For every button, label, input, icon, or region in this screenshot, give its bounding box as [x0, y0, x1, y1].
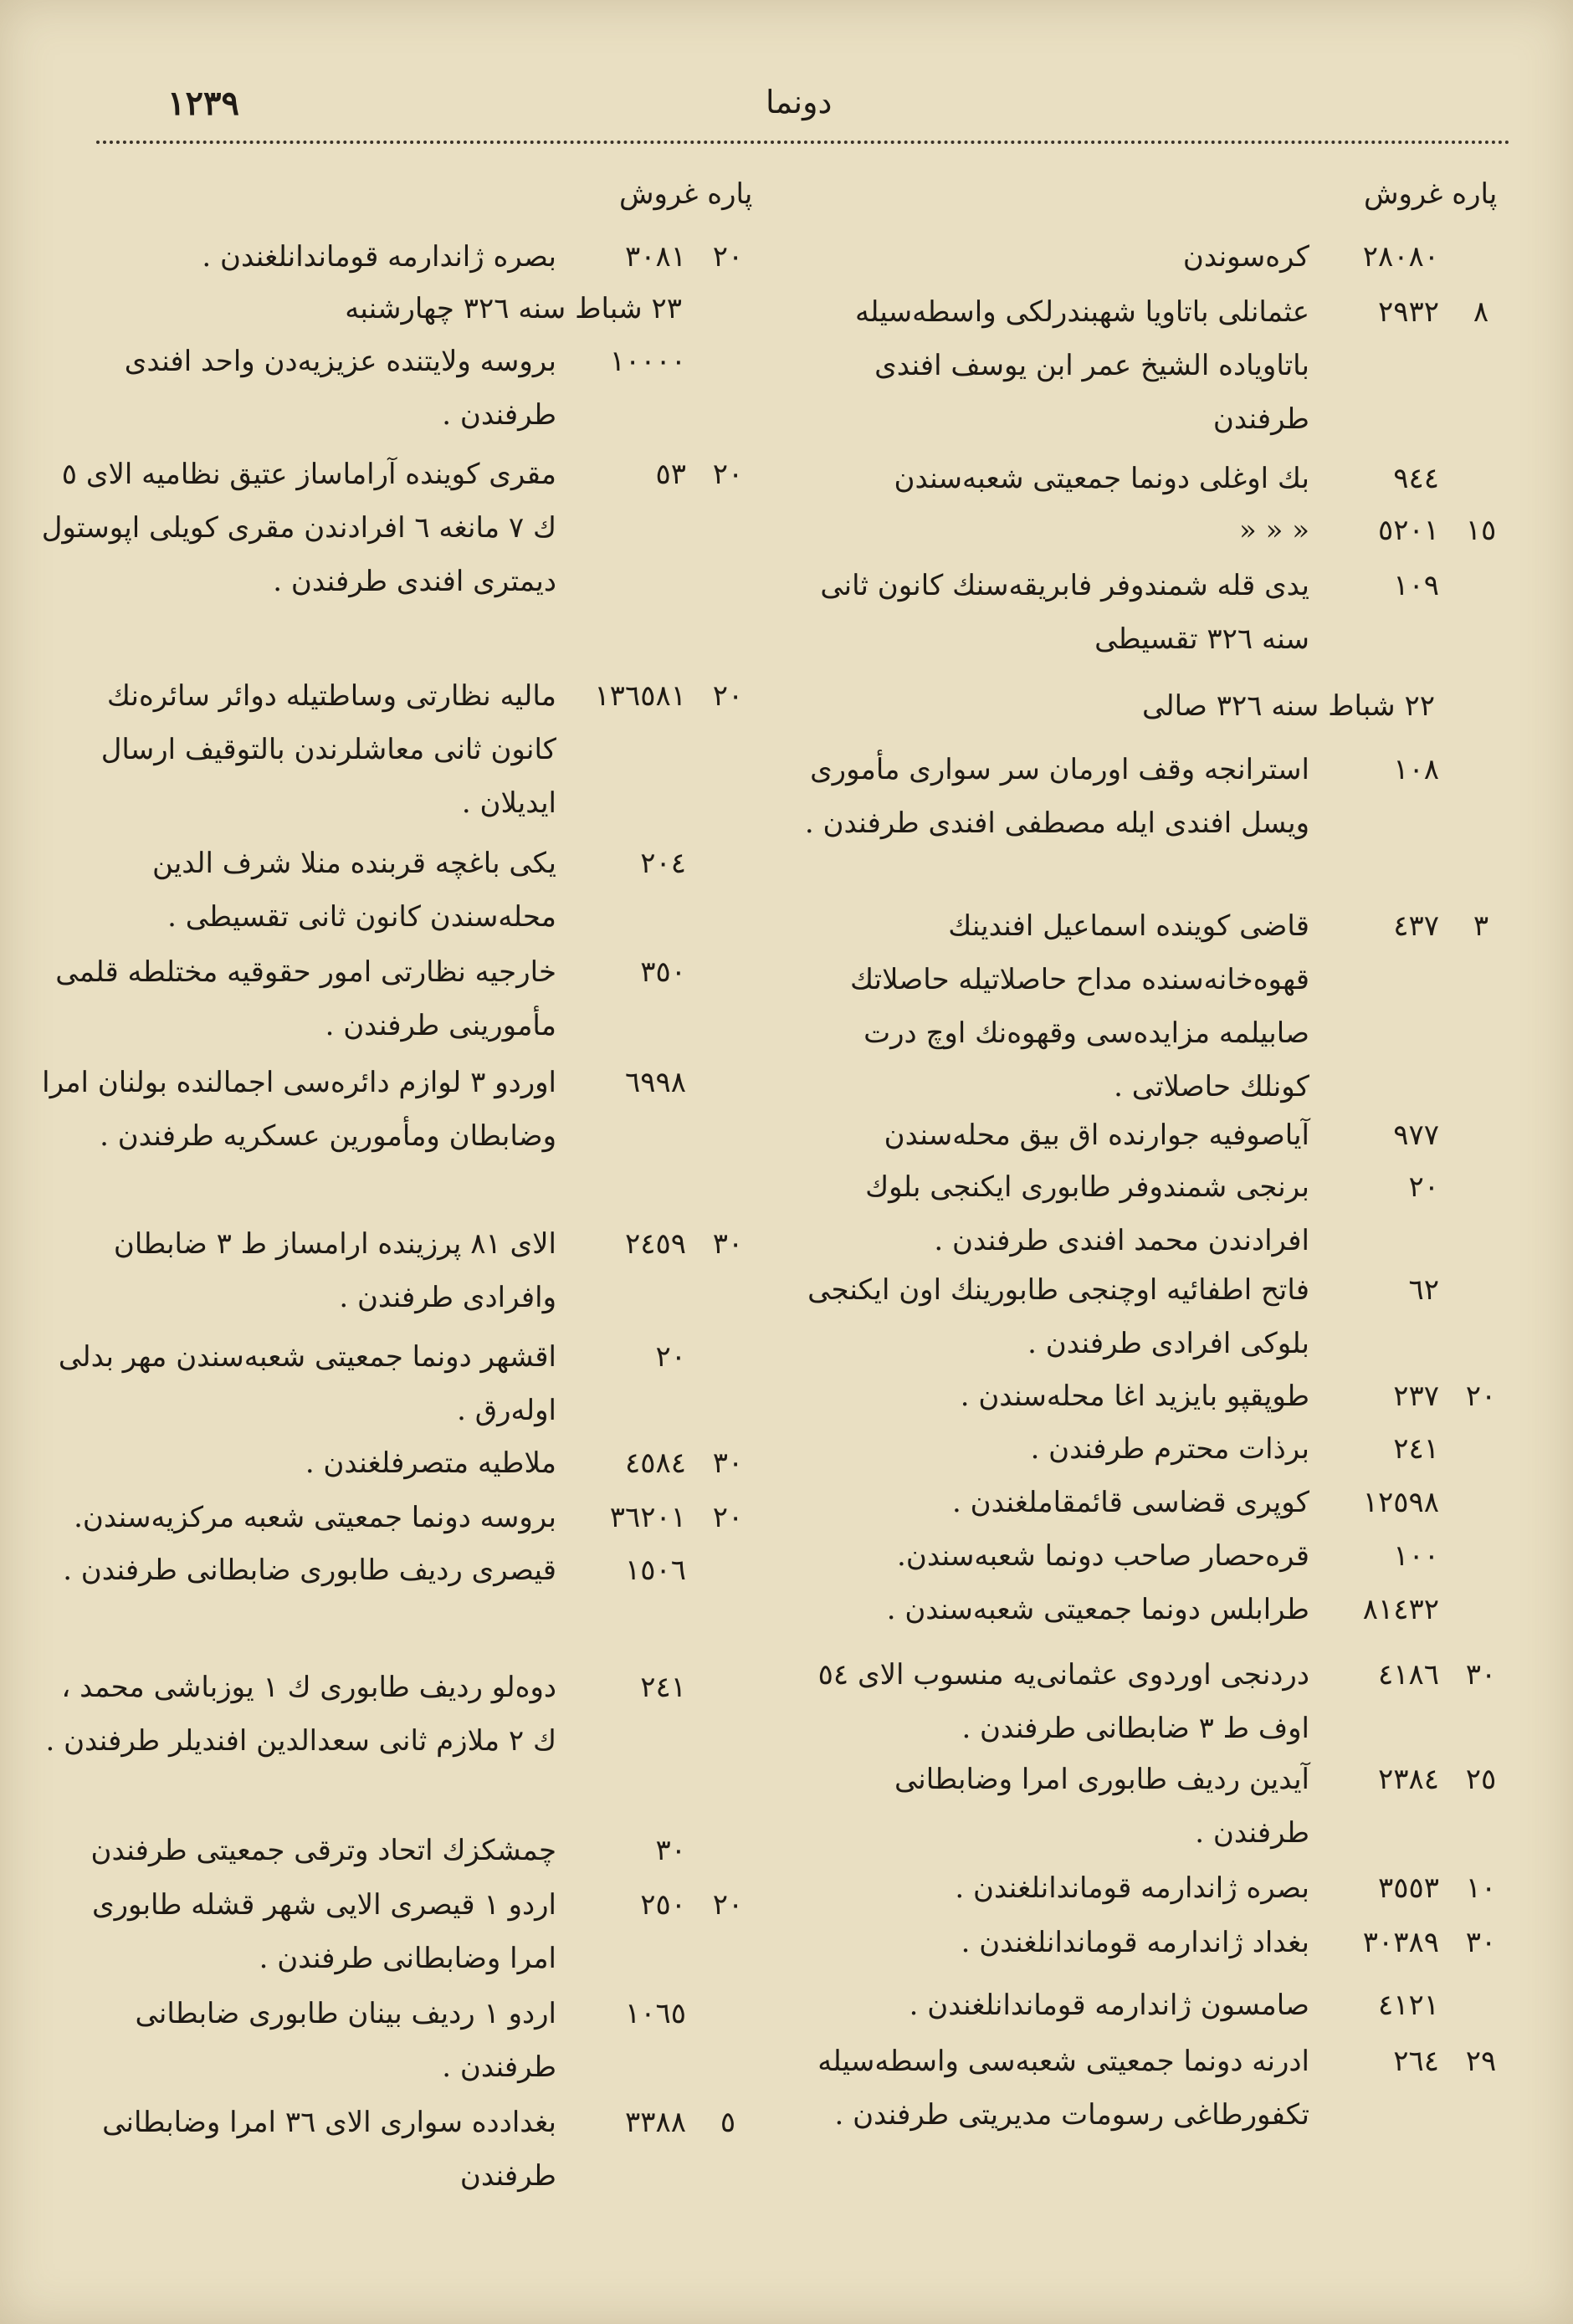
entry-description: اردو ١ رديف بينان طابورى ضابطانى طرفندن .	[135, 1997, 556, 2084]
header-rule	[96, 141, 1510, 144]
gurus-amount: ٢٩٣٢	[1377, 295, 1439, 329]
para-amount: ١٥	[1465, 514, 1497, 547]
running-title: دونما	[766, 84, 833, 120]
gurus-amount: ٢٤١	[640, 1671, 686, 1704]
para-amount: ٣	[1473, 909, 1489, 943]
entry-description: برذات محترم طرفندن .	[1030, 1432, 1309, 1466]
gurus-amount: ٣٦٢٠١	[609, 1501, 686, 1534]
entry-description: يكى باغچه قربنده منلا شرف الدين محله‌سندن كانون ثانى تقسيطى .	[151, 847, 556, 934]
entry-description: الاى ٨١ پرزينده ارامساز ط ٣ ضابطان وافرادى طرفندن .	[113, 1227, 556, 1314]
gurus-amount: ١٣٦٥٨١	[594, 679, 686, 713]
para-amount: ٢٥	[1465, 1763, 1497, 1796]
entry-description: صامسون ژاندارمه قوماندانلغندن .	[909, 1989, 1309, 2022]
gurus-amount: ٦٩٩٨	[624, 1066, 686, 1099]
entry-description: بغدادده سوارى الاى ٣٦ امرا وضابطانى طرفندن	[102, 2106, 556, 2193]
para-amount: ٥	[720, 2106, 736, 2139]
para-amount: ٢٠	[1465, 1380, 1497, 1413]
gurus-amount: ١٠٨	[1393, 753, 1439, 786]
entry-description: اوردو ٣ لوازم دائره‌سى اجمالنده بولنان امرا وضابطان ومأمورين عسكريه طرفندن .	[42, 1066, 556, 1153]
entry-description: ادرنه دونما جمعيتى شعبه‌سى واسطه‌سيله تكفورطاغى رسومات مديريتى طرفندن .	[817, 2045, 1309, 2132]
gurus-amount: ٢٥٠	[640, 1888, 686, 1922]
para-amount: ٣٠	[1465, 1658, 1497, 1692]
entry-description: طرابلس دونما جمعيتى شعبه‌سندن .	[886, 1593, 1309, 1626]
para-amount: ٢٠	[712, 1501, 744, 1534]
entry-description: قره‌حصار صاحب دونما شعبه‌سندن.	[897, 1539, 1309, 1573]
gurus-amount: ١٢٥٩٨	[1362, 1486, 1439, 1519]
entry-description: بصره ژاندارمه قوماندانلغندن .	[202, 240, 556, 274]
gurus-amount: ٥٣	[655, 458, 686, 491]
gurus-amount: ٢٣٧	[1393, 1380, 1439, 1413]
para-amount: ٣٠	[712, 1227, 744, 1261]
entry-description: « « «	[1238, 514, 1309, 547]
gurus-amount: ١٠٦٥	[624, 1997, 686, 2030]
entry-description: دوه‌لو رديف طابورى ك ١ يوزباشى محمد ، ك ٢ ملازم ثانى سعدالدين افنديلر طرفندن .	[45, 1671, 556, 1758]
para-amount: ٢٩	[1465, 2045, 1497, 2078]
gurus-amount: ٦٢	[1408, 1273, 1439, 1307]
date-line: ٢٢ شباط سنه ٣٢٦ صالى	[1141, 689, 1435, 723]
gurus-amount: ٣٠٣٨٩	[1362, 1926, 1439, 1959]
para-amount: ٢٠	[712, 679, 744, 713]
date-line: ٢٣ شباط سنه ٣٢٦ چهارشنبه	[345, 292, 682, 325]
entry-description: اردو ١ قيصرى الايى شهر قشله طابورى امرا وضابطانى طرفندن .	[91, 1888, 556, 1975]
entry-description: قاضى كوينده اسماعيل افندينك قهوه‌خانه‌سنده مداح حاصلاتيله حاصلاتك صابيلمه مزايده‌سى وقهوه‌نك اوچ درت كونلك حاصلاتى .	[849, 909, 1309, 1103]
gurus-amount: ١٥٠٦	[624, 1554, 686, 1587]
gurus-amount: ٩٤٤	[1393, 462, 1439, 495]
gurus-amount: ٢٨٠٨٠	[1362, 240, 1439, 274]
gurus-amount: ٤١٨٦	[1377, 1658, 1439, 1692]
gurus-amount: ٢٣٨٤	[1377, 1763, 1439, 1796]
page-number: ١٢٣٩	[167, 84, 239, 123]
para-amount: ٣٠	[1465, 1926, 1497, 1959]
entry-description: بك اوغلى دونما جمعيتى شعبه‌سندن	[894, 462, 1309, 495]
para-amount: ١٠	[1465, 1871, 1497, 1905]
entry-description: اقشهر دونما جمعيتى شعبه‌سندن مهر بدلى اوله‌رق .	[58, 1340, 556, 1427]
para-amount: ٢٠	[712, 240, 744, 274]
entry-description: بغداد ژاندارمه قوماندانلغندن .	[961, 1926, 1309, 1959]
entry-description: چمشكزك اتحاد وترقى جمعيتى طرفندن	[90, 1834, 556, 1867]
entry-description: بصره ژاندارمه قوماندانلغندن .	[955, 1871, 1309, 1905]
gurus-amount: ٢٤١	[1393, 1432, 1439, 1466]
para-amount: ٢٠	[712, 1888, 744, 1922]
entry-description: برنجى شمندوفر طابورى ايكنجى بلوك افرادندن محمد افندى طرفندن .	[865, 1170, 1309, 1257]
gurus-amount: ٣٣٨٨	[624, 2106, 686, 2139]
entry-description: بروسه ولايتنده عزيزيه‌دن واحد افندى طرفندن .	[124, 345, 556, 432]
gurus-amount: ٤٥٨٤	[624, 1446, 686, 1480]
entry-description: دردنجى اوردوى عثمانى‌يه منسوب الاى ٥٤ اوف ط ٣ ضابطانى طرفندن .	[817, 1658, 1309, 1745]
gurus-amount: ٤١٢١	[1377, 1989, 1439, 2022]
entry-description: عثمانلى باتاويا شهبندرلكى واسطه‌سيله باتاوياده الشيخ عمر ابن يوسف افندى طرفندن	[854, 295, 1309, 436]
gurus-amount: ٢٠	[1408, 1170, 1439, 1204]
gurus-amount: ٢٤٥٩	[624, 1227, 686, 1261]
gurus-amount: ٩٧٧	[1393, 1118, 1439, 1152]
gurus-amount: ٥٢٠١	[1377, 514, 1439, 547]
gurus-amount: ٢٠	[655, 1340, 686, 1374]
entry-description: آياصوفيه جوارنده اق بيق محله‌سندن	[884, 1118, 1309, 1152]
entry-description: كوپرى قضاسى قائمقاملغندن .	[952, 1486, 1309, 1519]
gurus-amount: ١٠٠	[1393, 1539, 1439, 1573]
gurus-amount: ٨١٤٣٢	[1362, 1593, 1439, 1626]
entry-description: استرانجه وقف اورمان سر سوارى مأمورى ويسل افندى ايله مصطفى افندى طرفندن .	[804, 753, 1309, 840]
gurus-amount: ١٠٩	[1393, 569, 1439, 602]
gurus-amount: ١٠٠٠٠	[609, 345, 686, 378]
para-amount: ٢٠	[712, 458, 744, 491]
right-column-header: پاره غروش	[1364, 177, 1498, 211]
entry-description: ماليه نظارتى وساطتيله دوائر سائره‌نك كانون ثانى معاشلرندن بالتوقيف ارسال ايديلان .	[100, 679, 556, 820]
gurus-amount: ٣٠٨١	[624, 240, 686, 274]
entry-description: بروسه دونما جمعيتى شعبه مركزيه‌سندن.	[74, 1501, 556, 1534]
gurus-amount: ٣٥٥٣	[1377, 1871, 1439, 1905]
entry-description: فاتح اطفائيه اوچنجى طابورينك اون ايكنجى بلوكى افرادى طرفندن .	[807, 1273, 1309, 1360]
entry-description: قيصرى رديف طابورى ضابطانى طرفندن .	[63, 1554, 556, 1587]
gurus-amount: ٢٠٤	[640, 847, 686, 880]
gurus-amount: ٤٣٧	[1393, 909, 1439, 943]
left-column-header: پاره غروش	[619, 177, 753, 211]
entry-description: يدى قله شمندوفر فابريقه‌سنك كانون ثانى سنه ٣٢٦ تقسيطى	[820, 569, 1309, 656]
gurus-amount: ٣٠	[655, 1834, 686, 1867]
entry-description: آيدين رديف طابورى امرا وضابطانى طرفندن .	[894, 1763, 1309, 1850]
gurus-amount: ٣٥٠	[640, 955, 686, 989]
entry-description: خارجيه نظارتى امور حقوقيه مختلطه قلمى مأمورينى طرفندن .	[55, 955, 556, 1042]
entry-description: كره‌سوندن	[1182, 240, 1309, 274]
gurus-amount: ٢٦٤	[1393, 2045, 1439, 2078]
entry-description: ملاطيه متصرفلغندن .	[305, 1446, 556, 1480]
entry-description: مقرى كوينده آراماساز عتيق نظاميه الاى ٥ ك ٧ مانغه ٦ افرادندن مقرى كويلى اپوستول ديمترى افندى طرفندن .	[41, 458, 556, 598]
para-amount: ٣٠	[712, 1446, 744, 1480]
entry-description: طوپقپو بايزيد اغا محله‌سندن .	[960, 1380, 1309, 1413]
para-amount: ٨	[1473, 295, 1489, 329]
